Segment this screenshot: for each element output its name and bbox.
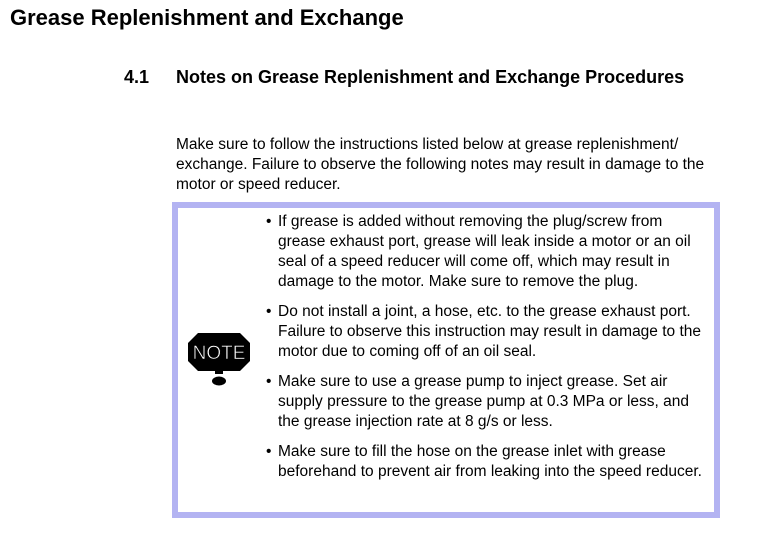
note-item-text: If grease is added without removing the plug/screw from grease exhaust port, grease will leak inside a motor or an oil seal of a speed reducer will come off, which may result in damage to the motor. Make sure to remove the plug. xyxy=(278,213,691,290)
note-item xyxy=(266,302,712,362)
note-icon xyxy=(186,331,252,387)
bullet: • xyxy=(266,373,272,390)
note-item xyxy=(266,372,712,432)
note-item-text: Do not install a joint, a hose, etc. to the grease exhaust port. Failure to observe this instruction may result in damage to the motor due to coming off of an oil seal. xyxy=(278,303,702,360)
note-item-text: Make sure to use a grease pump to inject grease. Set air supply pressure to the grease pump at 0.3 MPa or less, and the grease injection rate at 8 g/s or less. xyxy=(278,373,689,430)
note-item-text: Make sure to fill the hose on the grease inlet with grease beforehand to prevent air from leaking into the speed reducer. xyxy=(278,443,702,480)
note-item xyxy=(266,212,712,292)
bullet: • xyxy=(266,443,272,460)
note-icon-label: NOTE xyxy=(192,343,246,364)
bullet: • xyxy=(266,303,272,320)
bullet: • xyxy=(266,213,272,230)
note-item xyxy=(266,442,712,482)
note-list xyxy=(266,212,712,492)
intro-paragraph: Make sure to follow the instructions listed below at grease replenishment/ exchange. Failure to observe the following notes may result in damage to the motor or speed reducer. xyxy=(176,136,705,193)
section-title: Notes on Grease Replenishment and Exchange Procedures xyxy=(176,67,685,87)
note-icon-stem xyxy=(215,369,223,374)
chapter-title: Grease Replenishment and Exchange xyxy=(10,5,404,30)
section-number: 4.1 xyxy=(124,67,150,87)
section-heading xyxy=(124,66,684,88)
note-icon-dot xyxy=(212,377,226,386)
